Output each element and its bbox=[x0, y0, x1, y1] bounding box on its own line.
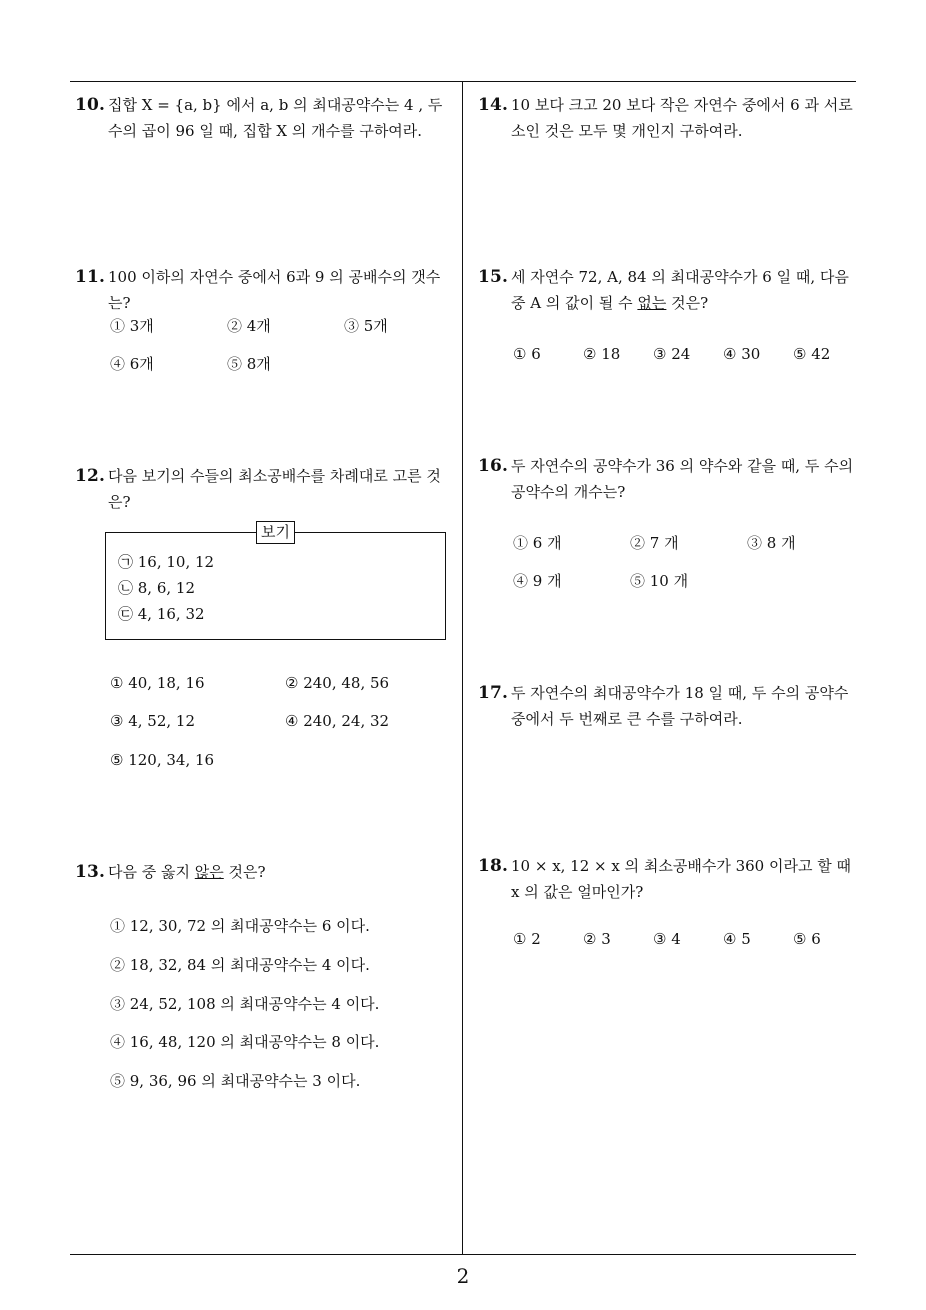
choice-2[interactable]: ② 4개 bbox=[227, 317, 271, 335]
choice-2[interactable]: ② 240, 48, 56 bbox=[285, 674, 390, 692]
problem-10 bbox=[75, 92, 460, 144]
choice-1[interactable]: ① 6 bbox=[513, 345, 541, 363]
problem-number: 16. bbox=[478, 456, 509, 476]
top-rule bbox=[70, 81, 856, 82]
choice-3[interactable]: ③ 4 bbox=[653, 930, 681, 948]
choice-3[interactable]: ③ 4, 52, 12 bbox=[110, 712, 196, 730]
problem-12 bbox=[75, 463, 460, 515]
choice-2[interactable]: ② 3 bbox=[583, 930, 611, 948]
text-part: 것은? bbox=[666, 294, 709, 312]
choice-4[interactable]: ④ 16, 48, 120 의 최대공약수는 8 이다. bbox=[110, 1033, 380, 1051]
problem-text bbox=[511, 264, 860, 316]
choice-2[interactable]: ② 18, 32, 84 의 최대공약수는 4 이다. bbox=[110, 956, 370, 974]
choice-4[interactable]: ④ 5 bbox=[723, 930, 751, 948]
problem-14 bbox=[478, 92, 860, 144]
choice-3[interactable]: ③ 8 개 bbox=[747, 534, 796, 552]
choice-5[interactable]: ⑤ 10 개 bbox=[630, 572, 689, 590]
problem-number: 10. bbox=[75, 95, 106, 115]
choice-5[interactable]: ⑤ 9, 36, 96 의 최대공약수는 3 이다. bbox=[110, 1072, 361, 1090]
box-item-3: ㉢ 4, 16, 32 bbox=[118, 605, 205, 623]
choice-5[interactable]: ⑤ 42 bbox=[793, 345, 831, 363]
choice-1[interactable]: ① 3개 bbox=[110, 317, 154, 335]
box-item-2: ㉡ 8, 6, 12 bbox=[118, 579, 196, 597]
problem-text: 집합 X = {a, b} 에서 a, b 의 최대공약수는 4 , 두 수의 곱이 96 일 때, 집합 X 의 개수를 구하여라. bbox=[108, 96, 443, 140]
choice-5[interactable]: ⑤ 6 bbox=[793, 930, 821, 948]
choice-4[interactable]: ④ 6개 bbox=[110, 355, 154, 373]
problem-16 bbox=[478, 453, 860, 505]
column-divider bbox=[462, 81, 463, 1255]
choice-5[interactable]: ⑤ 8개 bbox=[227, 355, 271, 373]
problem-text bbox=[108, 859, 460, 885]
underlined-text: 없는 bbox=[637, 294, 667, 312]
choice-2[interactable]: ② 7 개 bbox=[630, 534, 679, 552]
choice-3[interactable]: ③ 5개 bbox=[344, 317, 388, 335]
problem-13 bbox=[75, 859, 460, 885]
problem-text: 두 자연수의 최대공약수가 18 일 때, 두 수의 공약수 중에서 두 번째로 큰 수를 구하여라. bbox=[511, 684, 849, 728]
problem-17 bbox=[478, 680, 860, 732]
choice-4[interactable]: ④ 9 개 bbox=[513, 572, 562, 590]
choice-4[interactable]: ④ 240, 24, 32 bbox=[285, 712, 390, 730]
choice-1[interactable]: ① 2 bbox=[513, 930, 541, 948]
choice-3[interactable]: ③ 24 bbox=[653, 345, 691, 363]
problem-number: 11. bbox=[75, 267, 106, 287]
page-number: 2 bbox=[456, 1264, 470, 1288]
problem-number: 15. bbox=[478, 267, 509, 287]
problem-number: 12. bbox=[75, 466, 106, 486]
choice-1[interactable]: ① 12, 30, 72 의 최대공약수는 6 이다. bbox=[110, 917, 370, 935]
problem-text: 두 자연수의 공약수가 36 의 약수와 같을 때, 두 수의 공약수의 개수는? bbox=[511, 457, 854, 501]
problem-text: 다음 보기의 수들의 최소공배수를 차례대로 고른 것은? bbox=[108, 467, 441, 511]
choice-4[interactable]: ④ 30 bbox=[723, 345, 761, 363]
box-item-1: ㉠ 16, 10, 12 bbox=[118, 553, 215, 571]
choice-1[interactable]: ① 40, 18, 16 bbox=[110, 674, 205, 692]
text-part: 세 자연수 72, A, 84 의 최대공약수가 6 일 때, 다음 중 A 의 값이 될 수 bbox=[511, 268, 849, 312]
choice-5[interactable]: ⑤ 120, 34, 16 bbox=[110, 751, 215, 769]
problem-number: 17. bbox=[478, 683, 509, 703]
problem-text: 10 × x, 12 × x 의 최소공배수가 360 이라고 할 때 x 의 값은 얼마인가? bbox=[511, 857, 851, 901]
problem-18 bbox=[478, 853, 860, 905]
choice-3[interactable]: ③ 24, 52, 108 의 최대공약수는 4 이다. bbox=[110, 995, 380, 1013]
choice-1[interactable]: ① 6 개 bbox=[513, 534, 562, 552]
problem-number: 14. bbox=[478, 95, 509, 115]
problem-11 bbox=[75, 264, 460, 316]
problem-text: 100 이하의 자연수 중에서 6과 9 의 공배수의 갯수는? bbox=[108, 268, 441, 312]
example-box-label: 보기 bbox=[256, 521, 295, 544]
problem-number: 13. bbox=[75, 862, 106, 882]
problem-text: 10 보다 크고 20 보다 작은 자연수 중에서 6 과 서로소인 것은 모두 몇 개인지 구하여라. bbox=[511, 96, 853, 140]
text-part: 다음 중 옳지 bbox=[108, 863, 195, 881]
underlined-text: 않은 bbox=[194, 863, 224, 881]
problem-15 bbox=[478, 264, 860, 316]
bottom-rule bbox=[70, 1254, 856, 1255]
problem-number: 18. bbox=[478, 856, 509, 876]
text-part: 것은? bbox=[223, 863, 266, 881]
choice-2[interactable]: ② 18 bbox=[583, 345, 621, 363]
